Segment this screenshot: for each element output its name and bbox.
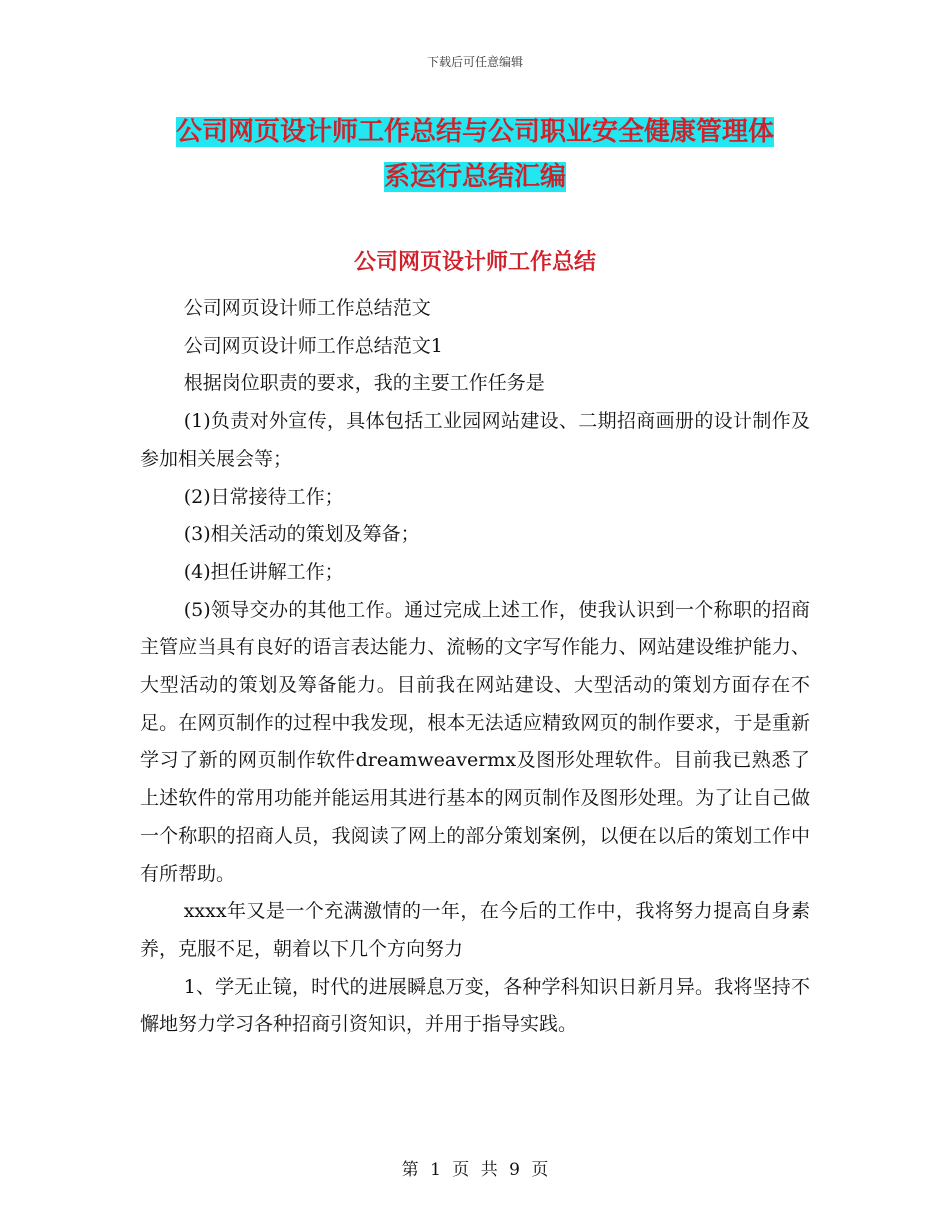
paragraph: (4)担任讲解工作； [183, 560, 344, 583]
paragraph: xxxx年又是一个充满激情的一年，在今后的工作中，我将努力提高自身素养，克服不足，朝着以下几个方向努力 [140, 900, 810, 960]
section-heading: 公司网页设计师工作总结 [353, 250, 596, 275]
document-title-line-1: 公司网页设计师工作总结与公司职业安全健康管理体 [175, 117, 774, 147]
paragraph: (1)负责对外宣传，具体包括工业园网站建设、二期招商画册的设计制作及参加相关展会等； [140, 410, 810, 470]
paragraph: (2)日常接待工作； [183, 485, 344, 508]
paragraph: (5)领导交办的其他工作。通过完成上述工作，使我认识到一个称职的招商主管应当具有良好的语言表达能力、流畅的文字写作能力、网站建设维护能力、大型活动的策划及筹备能力。目前我在网站建设、大型活动的策划方面存在不足。在网页制作的过程中我发现，根本无法适应精致网页的制作要求，于是重新学习了新的网页制作软件dreamweavermx及图形处理软件。目前我已熟悉了上述软件的常用功能并能运用其进行基本的网页制作及图形处理。为了让自己做一个称职的招商人员，我阅读了网上的部分策划案例，以便在以后的策划工作中有所帮助。 [140, 598, 810, 885]
paragraph: (3)相关活动的策划及筹备； [183, 523, 420, 546]
page-number: 第 1 页 共 9 页 [401, 1160, 549, 1180]
paragraph: 公司网页设计师工作总结范文 [183, 297, 431, 319]
paragraph: 公司网页设计师工作总结范文1 [183, 334, 443, 357]
document-title [140, 110, 810, 200]
document-body [140, 290, 810, 1044]
header-note: 下载后可任意编辑 [426, 55, 523, 69]
paragraph: 1、学无止镜，时代的进展瞬息万变，各种学科知识日新月异。我将坚持不懈地努力学习各种招商引资知识，并用于指导实践。 [140, 975, 810, 1036]
document-title-line-2: 系运行总结汇编 [383, 162, 566, 192]
paragraph: 根据岗位职责的要求，我的主要工作任务是 [183, 372, 545, 395]
